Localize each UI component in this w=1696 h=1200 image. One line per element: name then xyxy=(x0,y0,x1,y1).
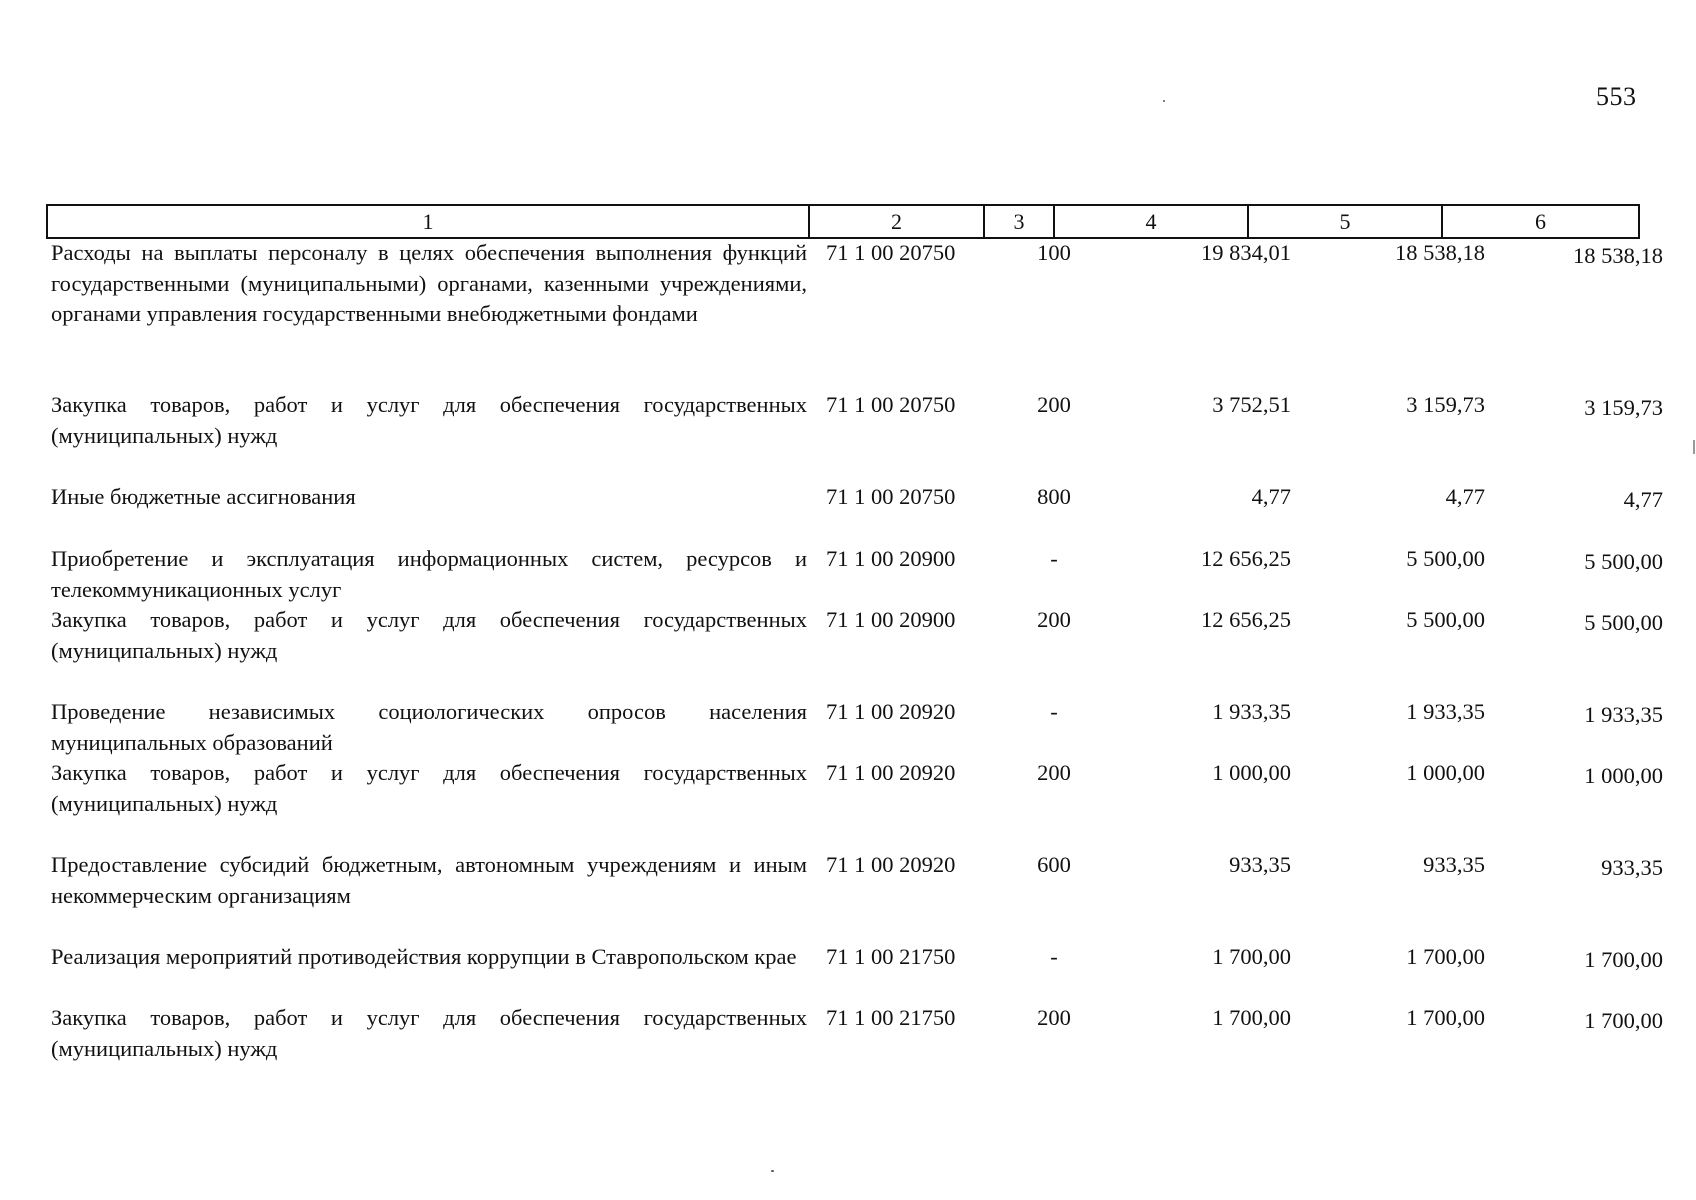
target-code: 71 1 00 20750 xyxy=(826,240,956,265)
header-col-6: 6 xyxy=(1442,205,1639,238)
amount-col-5: 5 500,00 xyxy=(1406,546,1485,571)
header-col-5: 5 xyxy=(1248,205,1442,238)
scan-edge-mark xyxy=(1693,440,1695,454)
scan-speck xyxy=(1163,100,1165,102)
expense-type: 200 xyxy=(1037,1005,1071,1030)
target-code: 71 1 00 20900 xyxy=(826,546,956,571)
amount-col-4: 19 834,01 xyxy=(1201,240,1291,265)
target-code: 71 1 00 21750 xyxy=(826,944,956,969)
table-row xyxy=(46,850,1663,942)
amount-col-6: 933,35 xyxy=(1601,855,1663,880)
header-col-3: 3 xyxy=(984,205,1054,238)
amount-col-5: 3 159,73 xyxy=(1406,392,1485,417)
expense-name: Иные бюджетные ассигнования xyxy=(51,484,356,509)
amount-col-4: 12 656,25 xyxy=(1201,546,1291,571)
amount-col-5: 1 000,00 xyxy=(1406,760,1485,785)
table-row xyxy=(46,605,1663,697)
target-code: 71 1 00 20920 xyxy=(826,852,956,877)
expense-name: Предоставление субсидий бюджетным, автономным учреждениям и иным некоммерческим организациям xyxy=(51,852,807,908)
amount-col-4: 933,35 xyxy=(1229,852,1291,877)
header-row xyxy=(47,205,1639,238)
table-row xyxy=(46,544,1663,605)
amount-col-4: 12 656,25 xyxy=(1201,607,1291,632)
table-row xyxy=(46,238,1663,390)
amount-col-6: 3 159,73 xyxy=(1584,395,1663,420)
table-row xyxy=(46,942,1663,1003)
target-code: 71 1 00 20750 xyxy=(826,392,956,417)
expense-type: - xyxy=(1050,944,1058,969)
target-code: 71 1 00 20750 xyxy=(826,484,956,509)
amount-col-4: 1 700,00 xyxy=(1212,944,1291,969)
expense-name: Реализация мероприятий противодействия коррупции в Ставропольском крае xyxy=(51,944,797,969)
amount-col-4: 1 933,35 xyxy=(1212,699,1291,724)
header-col-2: 2 xyxy=(809,205,984,238)
amount-col-4: 1 000,00 xyxy=(1212,760,1291,785)
amount-col-6: 5 500,00 xyxy=(1584,549,1663,574)
amount-col-4: 3 752,51 xyxy=(1212,392,1291,417)
amount-col-5: 1 700,00 xyxy=(1406,1005,1485,1030)
expense-type: - xyxy=(1050,699,1058,724)
amount-col-4: 4,77 xyxy=(1251,484,1291,509)
table-row xyxy=(46,390,1663,482)
table-row xyxy=(46,482,1663,544)
expense-type: 200 xyxy=(1037,392,1071,417)
expense-name: Проведение независимых социологических опросов населения муниципальных образований xyxy=(51,699,807,755)
table-row xyxy=(46,1003,1663,1065)
expense-type: 200 xyxy=(1037,607,1071,632)
expense-type: 800 xyxy=(1037,484,1071,509)
budget-table-body xyxy=(46,238,1663,1065)
expense-name: Закупка товаров, работ и услуг для обеспечения государственных (муниципальных) нужд xyxy=(51,607,807,663)
target-code: 71 1 00 20920 xyxy=(826,699,956,724)
amount-col-6: 18 538,18 xyxy=(1573,243,1663,268)
expense-name: Расходы на выплаты персоналу в целях обеспечения выполнения функций государственными (муниципальными) органами, казенными учреждениями, органами управления государственными внебюджетными фондами xyxy=(51,240,807,326)
amount-col-6: 4,77 xyxy=(1623,487,1663,512)
column-number-header xyxy=(46,204,1640,239)
expense-name: Закупка товаров, работ и услуг для обеспечения государственных (муниципальных) нужд xyxy=(51,760,807,816)
target-code: 71 1 00 20900 xyxy=(826,607,956,632)
amount-col-5: 18 538,18 xyxy=(1395,240,1485,265)
amount-col-6: 1 000,00 xyxy=(1584,763,1663,788)
page-number: 553 xyxy=(1596,82,1637,111)
expense-type: 200 xyxy=(1037,760,1071,785)
amount-col-6: 1 933,35 xyxy=(1584,702,1663,727)
amount-col-5: 1 933,35 xyxy=(1406,699,1485,724)
header-col-1: 1 xyxy=(47,205,809,238)
expense-name: Закупка товаров, работ и услуг для обеспечения государственных (муниципальных) нужд xyxy=(51,1005,807,1061)
expense-type: 100 xyxy=(1037,240,1071,265)
expense-type: - xyxy=(1050,546,1058,571)
amount-col-4: 1 700,00 xyxy=(1212,1005,1291,1030)
amount-col-6: 1 700,00 xyxy=(1584,947,1663,972)
expense-name: Закупка товаров, работ и услуг для обеспечения государственных (муниципальных) нужд xyxy=(51,392,807,448)
expense-type: 600 xyxy=(1037,852,1071,877)
target-code: 71 1 00 21750 xyxy=(826,1005,956,1030)
table-row xyxy=(46,697,1663,758)
amount-col-5: 5 500,00 xyxy=(1406,607,1485,632)
amount-col-6: 5 500,00 xyxy=(1584,610,1663,635)
expense-name: Приобретение и эксплуатация информационных систем, ресурсов и телекоммуникационных услуг xyxy=(51,546,807,602)
table-row xyxy=(46,758,1663,850)
amount-col-5: 933,35 xyxy=(1423,852,1485,877)
amount-col-5: 1 700,00 xyxy=(1406,944,1485,969)
amount-col-6: 1 700,00 xyxy=(1584,1008,1663,1033)
target-code: 71 1 00 20920 xyxy=(826,760,956,785)
scan-speck xyxy=(771,1170,774,1172)
amount-col-5: 4,77 xyxy=(1445,484,1485,509)
header-col-4: 4 xyxy=(1054,205,1248,238)
